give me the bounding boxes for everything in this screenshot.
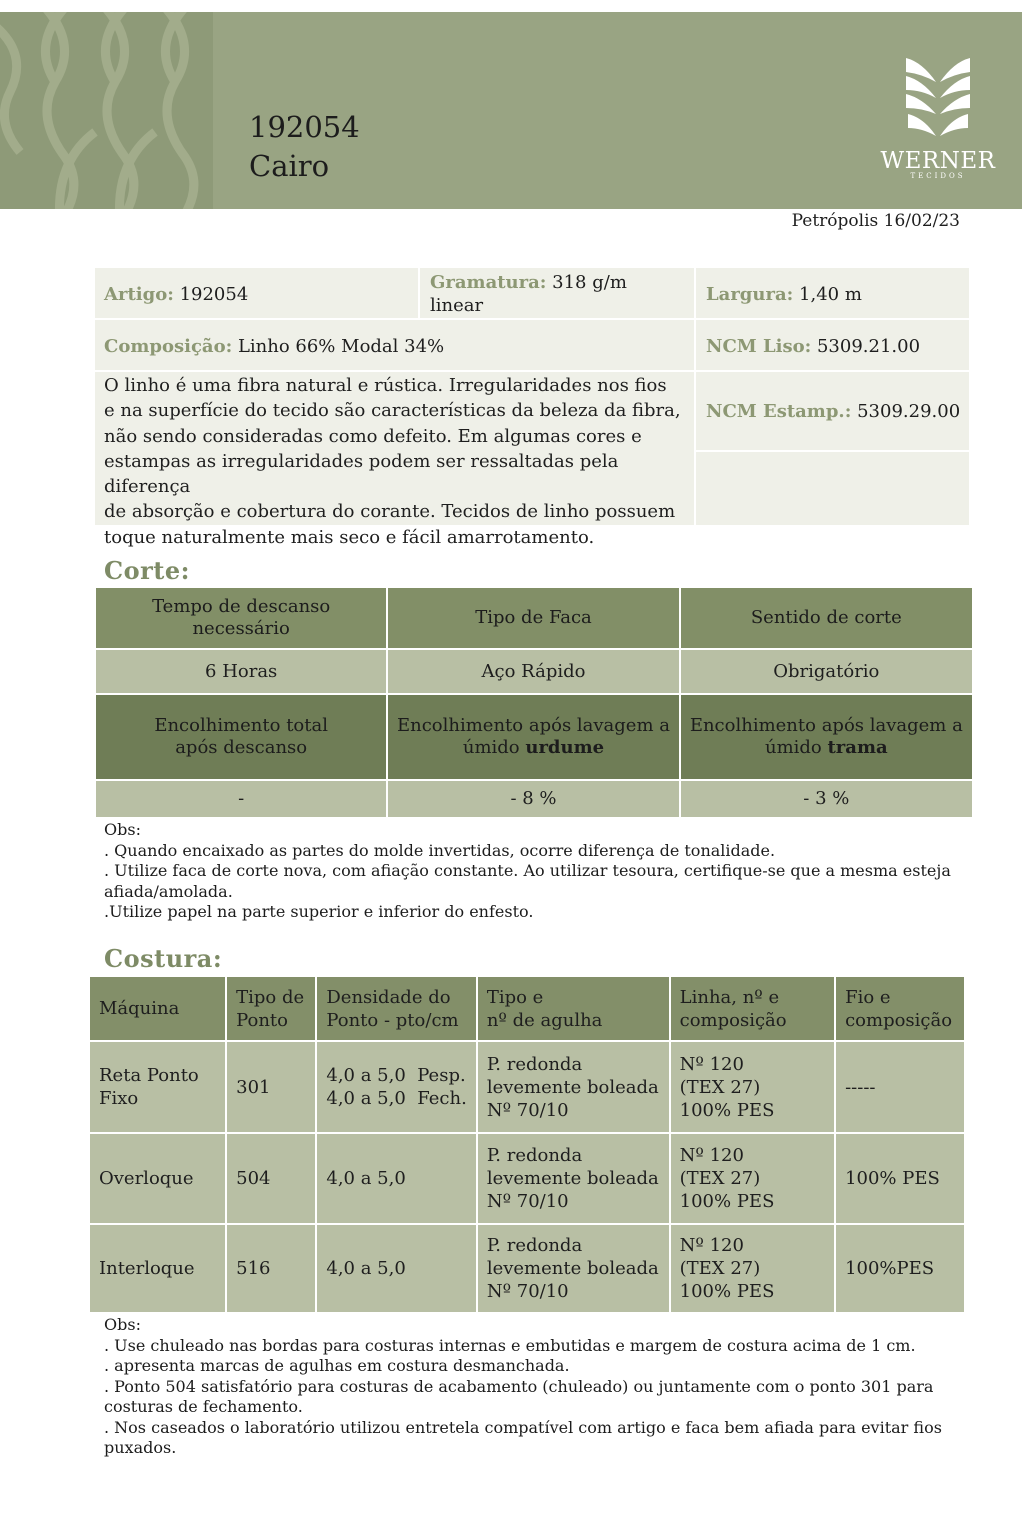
ponto-cell	[226, 1133, 316, 1224]
product-code: 192054	[249, 110, 360, 144]
cell-text: (TEX 27)	[679, 1258, 761, 1279]
description-line: toque naturalmente mais seco e fácil amarrotamento.	[104, 526, 595, 548]
obs-line: . apresenta marcas de agulhas em costura desmanchada.	[104, 1356, 570, 1375]
product-title	[249, 108, 360, 186]
cell-text: P. redonda	[486, 1145, 583, 1166]
ncm-estamp-value: 5309.29.00	[857, 401, 961, 422]
description-line: de absorção e cobertura do corante. Tecidos de linho possuem	[104, 501, 676, 523]
agulha-cell	[477, 1133, 670, 1224]
cell-text: 100%PES	[845, 1258, 935, 1279]
col-header-maquina	[89, 976, 226, 1041]
header-text: Ponto - pto/cm	[326, 1009, 459, 1031]
header-text: Máquina	[99, 998, 180, 1019]
obs-line: Obs:	[104, 820, 141, 839]
header-banner	[0, 12, 1022, 209]
header-text: Linha, nº e	[679, 986, 780, 1008]
gramatura-cell	[430, 271, 690, 317]
werner-logo	[878, 52, 998, 192]
gramatura-value: 318 g/m	[552, 272, 627, 293]
densidade-cell	[316, 1133, 476, 1224]
description-line: não sendo consideradas como defeito. Em algumas cores e	[104, 425, 642, 447]
corte-heading: Corte:	[104, 556, 190, 585]
col-header-tipo-ponto	[226, 976, 316, 1041]
fio-cell	[835, 1133, 965, 1224]
costura-header-row	[89, 976, 965, 1041]
cell-text: Nº 70/10	[486, 1281, 569, 1302]
cell-text: Reta Ponto	[99, 1065, 199, 1086]
cell-text: 301	[236, 1076, 271, 1098]
largura-cell	[706, 283, 966, 306]
cell-text: 100% PES	[679, 1191, 775, 1212]
ncm-estamp-label: NCM Estamp.:	[706, 401, 852, 422]
cell-text: Nº 120	[679, 1235, 744, 1256]
largura-value: 1,40 m	[799, 284, 862, 305]
description-line: estampas as irregularidades podem ser ressaltadas pela diferença	[104, 450, 619, 498]
corte-header-bold: urdume	[525, 737, 605, 758]
cell-text: Nº 70/10	[486, 1191, 569, 1212]
cell-text: 4,0 a 5,0 Pesp.	[326, 1065, 466, 1086]
cell-text: 504	[236, 1168, 271, 1189]
ponto-cell	[226, 1224, 316, 1313]
corte-header-bold: trama	[827, 737, 888, 758]
cell-text: Interloque	[99, 1258, 195, 1279]
cell-text: Overloque	[99, 1168, 194, 1189]
corte-header-cell	[95, 587, 387, 649]
header-text: composição	[845, 1009, 953, 1031]
corte-obs	[104, 820, 974, 923]
corte-header-cell: Tipo de Faca	[387, 587, 679, 649]
cell-text: Nº 120	[679, 1053, 744, 1075]
corte-header-text: após descanso	[175, 737, 308, 758]
cell-text: 4,0 a 5,0	[326, 1258, 406, 1279]
table-row	[89, 1224, 965, 1313]
cell-text: 4,0 a 5,0 Fech.	[326, 1088, 467, 1109]
cell-text: (TEX 27)	[679, 1076, 761, 1098]
cell-text: Nº 70/10	[486, 1099, 569, 1121]
corte-header-cell	[387, 694, 679, 780]
corte-header-text: Tempo de descanso	[152, 596, 331, 617]
largura-label: Largura:	[706, 284, 794, 305]
corte-header-text: Encolhimento após lavagem a	[689, 715, 963, 736]
cell-text: P. redonda	[486, 1053, 583, 1075]
linha-cell	[670, 1041, 835, 1133]
cell-text: (TEX 27)	[679, 1168, 761, 1189]
ponto-cell	[226, 1041, 316, 1133]
corte-cell: - 8 %	[387, 780, 679, 818]
costura-obs	[104, 1315, 984, 1459]
cell-text: 516	[236, 1258, 271, 1279]
composicao-cell	[104, 335, 684, 358]
col-header-agulha	[477, 976, 670, 1041]
col-header-fio	[835, 976, 965, 1041]
agulha-cell	[477, 1041, 670, 1133]
obs-line: costuras de fechamento.	[104, 1397, 303, 1416]
obs-line: afiada/amolada.	[104, 881, 233, 901]
logo-subtitle: TECIDOS	[910, 172, 966, 180]
werner-logo-icon	[878, 52, 998, 144]
corte-header-cell: Sentido de corte	[680, 587, 973, 649]
obs-line: . Quando encaixado as partes do molde invertidas, ocorre diferença de tonalidade.	[104, 840, 776, 860]
corte-cell: Obrigatório	[680, 649, 973, 694]
description-line: e na superfície do tecido são características da beleza da fibra,	[104, 400, 681, 422]
cell-text: P. redonda	[486, 1235, 583, 1256]
cell-text: levemente boleada	[486, 1076, 659, 1098]
gramatura-value-unit: linear	[430, 295, 484, 316]
corte-header-text: úmido	[764, 737, 828, 758]
fio-cell	[835, 1041, 965, 1133]
cell-text: levemente boleada	[486, 1258, 659, 1279]
col-header-densidade	[316, 976, 476, 1041]
cell-text: Nº 120	[679, 1145, 744, 1166]
corte-header-text: úmido	[462, 737, 526, 758]
densidade-cell	[316, 1041, 476, 1133]
corte-header-cell	[95, 694, 387, 780]
header-text: Ponto	[236, 1009, 289, 1031]
corte-header-cell	[680, 694, 973, 780]
document-date: Petrópolis 16/02/23	[791, 211, 960, 231]
maquina-cell	[89, 1041, 226, 1133]
table-row	[89, 1041, 965, 1133]
corte-header-row	[95, 694, 973, 780]
obs-line: . Nos caseados o laboratório utilizou entretela compatível com artigo e faca bem afiada para evitar fios	[104, 1417, 942, 1437]
obs-line: .Utilize papel na parte superior e inferior do enfesto.	[104, 902, 534, 921]
header-text: Tipo de	[236, 986, 305, 1008]
gramatura-label: Gramatura:	[430, 272, 547, 293]
maquina-cell	[89, 1133, 226, 1224]
cell-text: 100% PES	[679, 1281, 775, 1302]
corte-cell: 6 Horas	[95, 649, 387, 694]
ncm-liso-cell	[706, 335, 969, 358]
cell-text: levemente boleada	[486, 1168, 659, 1189]
ncm-liso-label: NCM Liso:	[706, 336, 812, 357]
costura-heading: Costura:	[104, 944, 223, 973]
corte-value-row	[95, 780, 973, 818]
cell-text: 100% PES	[679, 1099, 775, 1121]
leaf-pattern-decoration	[0, 12, 213, 209]
obs-line: puxados.	[104, 1438, 177, 1457]
corte-value-row	[95, 649, 973, 694]
corte-header-text: necessário	[192, 618, 290, 639]
corte-cell: - 3 %	[680, 780, 973, 818]
corte-table	[94, 586, 974, 819]
corte-header-row	[95, 587, 973, 649]
costura-table	[88, 975, 966, 1314]
densidade-cell	[316, 1224, 476, 1313]
ncm-estamp-cell	[706, 400, 969, 423]
obs-line: . Utilize faca de corte nova, com afiação constante. Ao utilizar tesoura, certifique-se que a mesma esteja	[104, 861, 951, 880]
cell-text: 100% PES	[845, 1168, 940, 1189]
logo-wordmark: WERNER	[880, 148, 996, 174]
obs-line: . Ponto 504 satisfatório para costuras de acabamento (chuleado) ou juntamente com o ponto 301 para	[104, 1376, 934, 1396]
cell-text: -----	[845, 1076, 876, 1098]
description-cell	[104, 373, 694, 550]
agulha-cell	[477, 1224, 670, 1313]
product-name: Cairo	[249, 149, 330, 183]
info-table	[95, 268, 969, 548]
composicao-value: Linho 66% Modal 34%	[237, 336, 445, 357]
col-header-linha	[670, 976, 835, 1041]
header-text: composição	[679, 1009, 787, 1031]
corte-header-text: Encolhimento total	[154, 715, 328, 736]
corte-cell: -	[95, 780, 387, 818]
fio-cell	[835, 1224, 965, 1313]
corte-cell: Aço Rápido	[387, 649, 679, 694]
composicao-label: Composição:	[104, 336, 233, 357]
cell-text: 4,0 a 5,0	[326, 1168, 406, 1189]
description-line: O linho é uma fibra natural e rústica. Irregularidades nos fios	[104, 375, 667, 396]
artigo-cell	[104, 283, 414, 306]
table-row	[89, 1133, 965, 1224]
header-text: nº de agulha	[486, 1009, 603, 1031]
header-text: Fio e	[845, 986, 891, 1008]
artigo-value: 192054	[179, 284, 249, 305]
cell-text: Fixo	[99, 1088, 139, 1109]
maquina-cell	[89, 1224, 226, 1313]
corte-header-text: Encolhimento após lavagem a	[396, 715, 670, 736]
obs-line: Obs:	[104, 1315, 141, 1334]
obs-line: . Use chuleado nas bordas para costuras internas e embutidas e margem de costura acima de 1 cm.	[104, 1335, 916, 1355]
linha-cell	[670, 1133, 835, 1224]
header-text: Densidade do	[326, 986, 451, 1008]
header-text: Tipo e	[486, 986, 544, 1008]
linha-cell	[670, 1224, 835, 1313]
ncm-liso-value: 5309.21.00	[816, 336, 921, 357]
artigo-label: Artigo:	[104, 284, 174, 305]
